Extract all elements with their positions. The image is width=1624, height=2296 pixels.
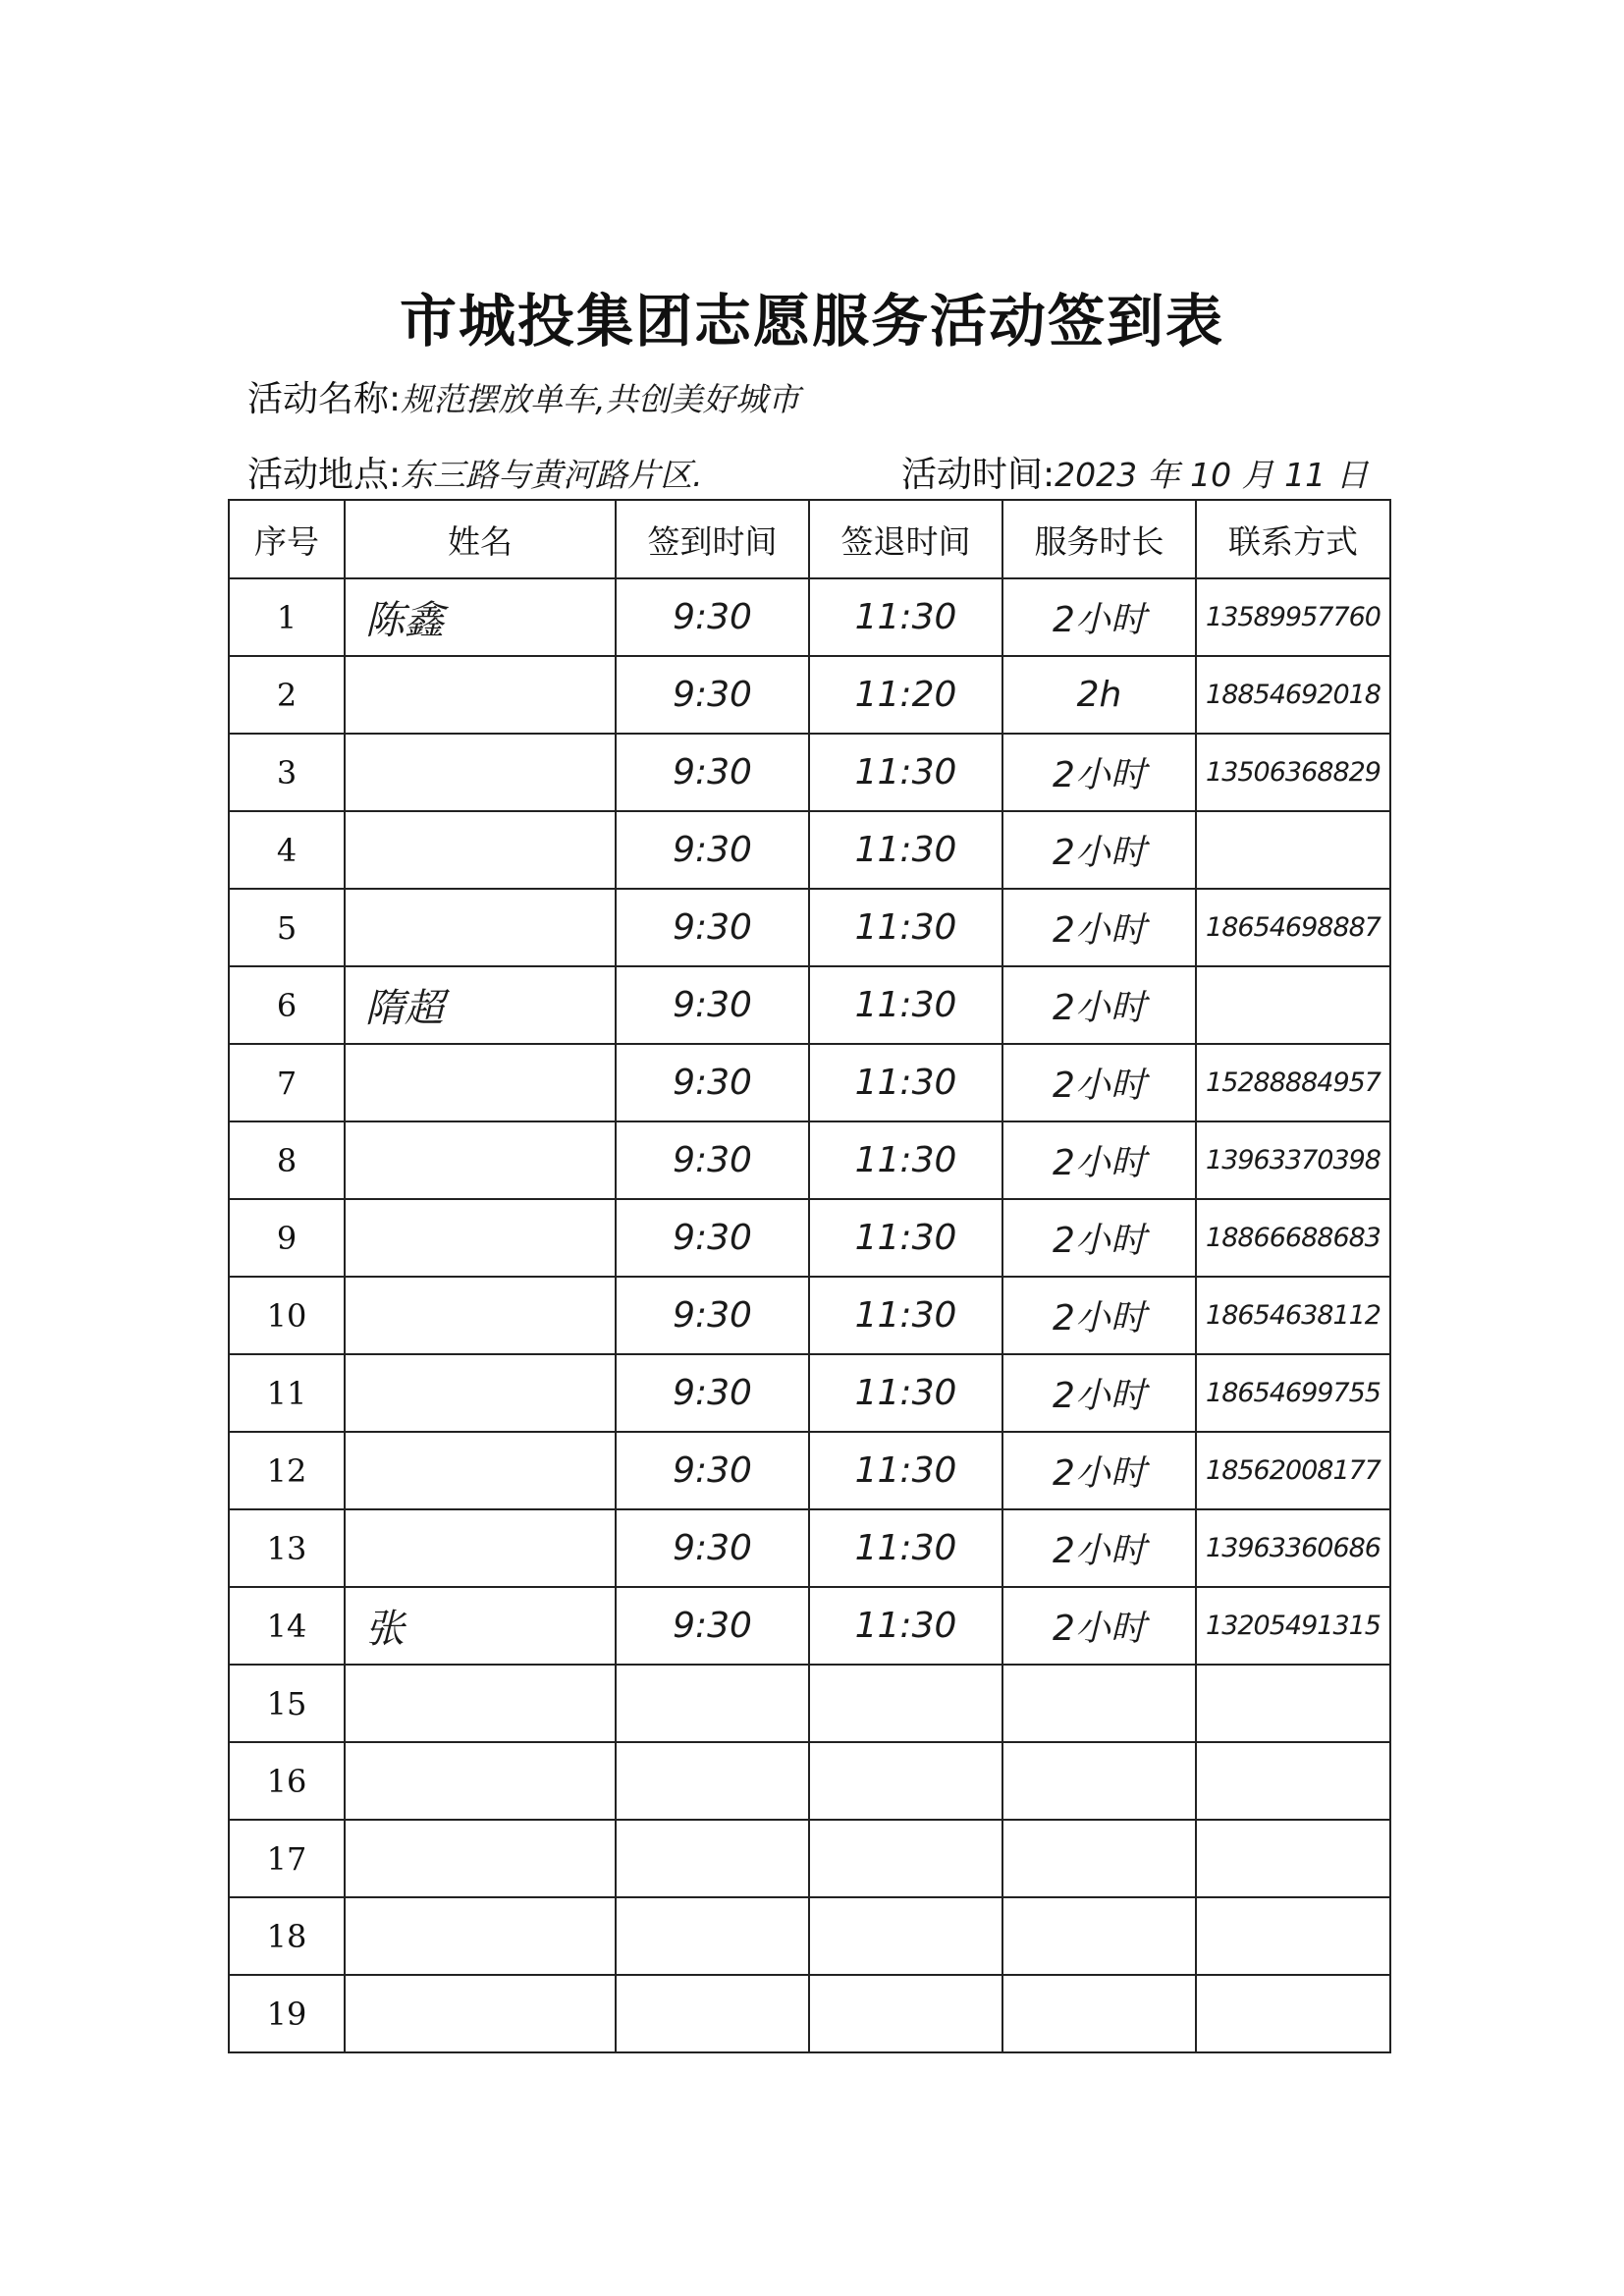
activity-time-label: 活动时间:	[901, 455, 1056, 495]
row-contact	[1196, 1665, 1390, 1742]
row-service-duration: 2小时	[1002, 1277, 1196, 1354]
table-row	[229, 1044, 1390, 1121]
row-sign-out-time: 11:30	[809, 1121, 1002, 1199]
row-index: 12	[229, 1432, 345, 1509]
row-sign-out-time: 11:30	[809, 1509, 1002, 1587]
row-sign-in-time	[616, 1742, 809, 1820]
row-sign-out-time: 11:30	[809, 966, 1002, 1044]
row-sign-out-time: 11:30	[809, 1044, 1002, 1121]
row-service-duration	[1002, 1897, 1196, 1975]
row-sign-out-time: 11:30	[809, 1587, 1002, 1665]
activity-location-value: 东三路与黄河路片区.	[401, 456, 703, 494]
row-index: 9	[229, 1199, 345, 1277]
header-sign-in-time: 签到时间	[616, 500, 809, 578]
row-name	[345, 1277, 616, 1354]
row-sign-out-time: 11:30	[809, 1354, 1002, 1432]
header-service-duration: 服务时长	[1002, 500, 1196, 578]
table-row	[229, 1277, 1390, 1354]
table-row	[229, 966, 1390, 1044]
row-name: 陈鑫	[345, 578, 616, 656]
table-row	[229, 1975, 1390, 2052]
row-index: 17	[229, 1820, 345, 1897]
row-index: 3	[229, 734, 345, 811]
header-sign-out-time: 签退时间	[809, 500, 1002, 578]
row-sign-in-time: 9:30	[616, 578, 809, 656]
row-sign-out-time: 11:30	[809, 889, 1002, 966]
row-contact: 13589957760	[1196, 578, 1390, 656]
row-name	[345, 811, 616, 889]
row-service-duration: 2小时	[1002, 1509, 1196, 1587]
header-name: 姓名	[345, 500, 616, 578]
header-contact: 联系方式	[1196, 500, 1390, 578]
row-sign-in-time	[616, 1975, 809, 2052]
table-body	[229, 578, 1390, 2052]
table-row	[229, 1121, 1390, 1199]
row-sign-in-time: 9:30	[616, 1354, 809, 1432]
row-contact: 15288884957	[1196, 1044, 1390, 1121]
page-title: 市城投集团志愿服务活动签到表	[399, 288, 1224, 355]
table-row	[229, 1665, 1390, 1742]
row-sign-in-time	[616, 1820, 809, 1897]
row-service-duration: 2小时	[1002, 1432, 1196, 1509]
row-sign-out-time	[809, 1820, 1002, 1897]
row-name	[345, 1121, 616, 1199]
row-index: 4	[229, 811, 345, 889]
row-index: 15	[229, 1665, 345, 1742]
row-service-duration: 2小时	[1002, 966, 1196, 1044]
row-sign-in-time: 9:30	[616, 1199, 809, 1277]
row-sign-in-time: 9:30	[616, 1432, 809, 1509]
row-sign-in-time: 9:30	[616, 734, 809, 811]
row-sign-in-time: 9:30	[616, 1587, 809, 1665]
row-service-duration: 2小时	[1002, 811, 1196, 889]
table-row	[229, 1897, 1390, 1975]
row-name	[345, 1354, 616, 1432]
row-index: 5	[229, 889, 345, 966]
row-contact: 13963370398	[1196, 1121, 1390, 1199]
table-row	[229, 1820, 1390, 1897]
row-contact	[1196, 1897, 1390, 1975]
row-service-duration: 2小时	[1002, 1044, 1196, 1121]
table-row	[229, 1354, 1390, 1432]
row-sign-out-time: 11:30	[809, 1432, 1002, 1509]
row-name	[345, 1432, 616, 1509]
row-sign-in-time	[616, 1897, 809, 1975]
row-contact: 13963360686	[1196, 1509, 1390, 1587]
table-row	[229, 656, 1390, 734]
row-sign-in-time: 9:30	[616, 1509, 809, 1587]
row-sign-in-time	[616, 1665, 809, 1742]
row-name	[345, 1742, 616, 1820]
row-sign-out-time	[809, 1742, 1002, 1820]
row-index: 11	[229, 1354, 345, 1432]
row-service-duration	[1002, 1820, 1196, 1897]
row-sign-in-time: 9:30	[616, 889, 809, 966]
activity-location-label: 活动地点:	[247, 455, 402, 495]
row-contact	[1196, 811, 1390, 889]
activity-time-line	[901, 447, 1369, 497]
table-row	[229, 1587, 1390, 1665]
row-service-duration: 2小时	[1002, 1121, 1196, 1199]
row-service-duration: 2小时	[1002, 1587, 1196, 1665]
row-sign-in-time: 9:30	[616, 811, 809, 889]
row-name: 张	[345, 1587, 616, 1665]
row-index: 14	[229, 1587, 345, 1665]
row-name	[345, 1897, 616, 1975]
row-name	[345, 1975, 616, 2052]
row-contact: 18562008177	[1196, 1432, 1390, 1509]
row-name	[345, 1199, 616, 1277]
row-index: 18	[229, 1897, 345, 1975]
row-contact: 18866688683	[1196, 1199, 1390, 1277]
row-service-duration: 2小时	[1002, 889, 1196, 966]
row-index: 19	[229, 1975, 345, 2052]
row-index: 1	[229, 578, 345, 656]
row-name	[345, 1509, 616, 1587]
row-contact	[1196, 1742, 1390, 1820]
row-sign-in-time: 9:30	[616, 1121, 809, 1199]
row-sign-out-time: 11:30	[809, 1199, 1002, 1277]
row-sign-in-time: 9:30	[616, 656, 809, 734]
row-service-duration: 2小时	[1002, 1199, 1196, 1277]
activity-name-line	[247, 371, 800, 421]
row-sign-out-time	[809, 1665, 1002, 1742]
row-index: 7	[229, 1044, 345, 1121]
row-contact	[1196, 1820, 1390, 1897]
table-row	[229, 734, 1390, 811]
table-header-row	[229, 500, 1390, 578]
activity-name-value: 规范摆放单车,共创美好城市	[401, 380, 800, 418]
activity-name-label: 活动名称:	[247, 379, 402, 419]
table-row	[229, 1199, 1390, 1277]
row-contact: 18854692018	[1196, 656, 1390, 734]
row-service-duration: 2小时	[1002, 578, 1196, 656]
row-index: 13	[229, 1509, 345, 1587]
row-sign-out-time: 11:20	[809, 656, 1002, 734]
table-row	[229, 578, 1390, 656]
row-sign-in-time: 9:30	[616, 1044, 809, 1121]
row-index: 2	[229, 656, 345, 734]
row-contact: 13205491315	[1196, 1587, 1390, 1665]
row-service-duration	[1002, 1975, 1196, 2052]
activity-time-value: 2023 年 10 月 11 日	[1055, 456, 1369, 494]
row-index: 10	[229, 1277, 345, 1354]
signin-table	[228, 499, 1391, 2053]
row-service-duration	[1002, 1742, 1196, 1820]
row-service-duration: 2h	[1002, 656, 1196, 734]
row-name	[345, 1044, 616, 1121]
row-contact	[1196, 966, 1390, 1044]
row-name	[345, 1665, 616, 1742]
row-service-duration: 2小时	[1002, 1354, 1196, 1432]
row-sign-out-time: 11:30	[809, 734, 1002, 811]
row-contact: 18654698887	[1196, 889, 1390, 966]
row-index: 16	[229, 1742, 345, 1820]
table-row	[229, 889, 1390, 966]
row-sign-out-time: 11:30	[809, 1277, 1002, 1354]
row-sign-in-time: 9:30	[616, 966, 809, 1044]
row-name: 隋超	[345, 966, 616, 1044]
row-contact: 18654638112	[1196, 1277, 1390, 1354]
row-contact: 18654699755	[1196, 1354, 1390, 1432]
row-name	[345, 656, 616, 734]
row-name	[345, 734, 616, 811]
row-index: 6	[229, 966, 345, 1044]
row-sign-out-time: 11:30	[809, 578, 1002, 656]
row-name	[345, 889, 616, 966]
row-sign-out-time	[809, 1897, 1002, 1975]
row-contact: 13506368829	[1196, 734, 1390, 811]
table-row	[229, 1742, 1390, 1820]
row-contact	[1196, 1975, 1390, 2052]
row-sign-out-time: 11:30	[809, 811, 1002, 889]
row-sign-out-time	[809, 1975, 1002, 2052]
header-index: 序号	[229, 500, 345, 578]
row-name	[345, 1820, 616, 1897]
table-row	[229, 811, 1390, 889]
table-row	[229, 1432, 1390, 1509]
row-sign-in-time: 9:30	[616, 1277, 809, 1354]
row-service-duration	[1002, 1665, 1196, 1742]
row-index: 8	[229, 1121, 345, 1199]
row-service-duration: 2小时	[1002, 734, 1196, 811]
table-row	[229, 1509, 1390, 1587]
activity-location-line	[247, 447, 703, 497]
